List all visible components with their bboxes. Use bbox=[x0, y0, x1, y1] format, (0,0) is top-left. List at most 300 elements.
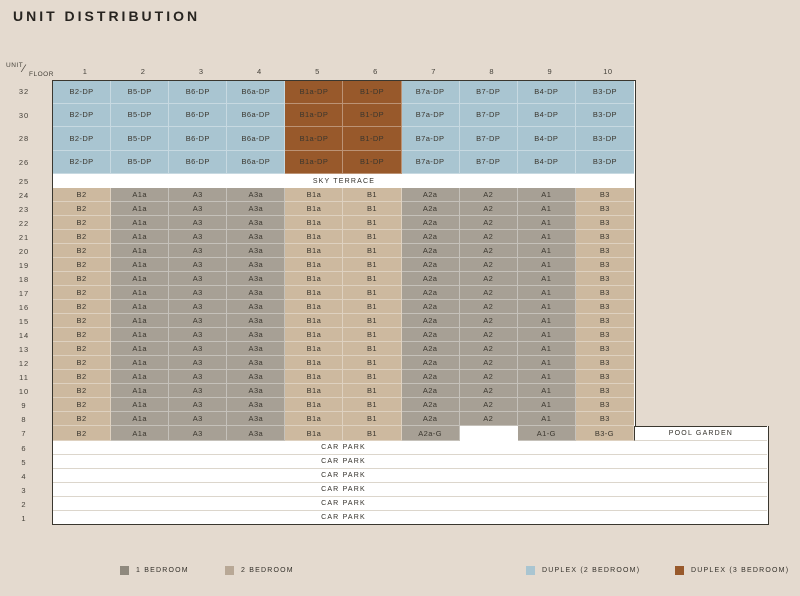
unit-cell: B1 bbox=[343, 426, 401, 441]
floor-row-9 bbox=[0, 398, 800, 412]
unit-cell: B4-DP bbox=[518, 81, 576, 104]
floor-label: 16 bbox=[18, 302, 30, 312]
unit-cell: B3 bbox=[576, 272, 634, 286]
unit-cell: A2a bbox=[402, 188, 460, 202]
unit-cell: A3a bbox=[227, 342, 285, 356]
unit-cell: A3 bbox=[169, 356, 227, 370]
unit-cell: B1a bbox=[285, 314, 343, 328]
legend-label: 1 BEDROOM bbox=[136, 567, 189, 574]
car-park-cell bbox=[53, 469, 767, 483]
column-header: 6 bbox=[373, 66, 378, 76]
unit-cell: A2a bbox=[402, 300, 460, 314]
unit-cell: B1 bbox=[343, 202, 401, 216]
unit-cell: B2-DP bbox=[53, 151, 111, 175]
floor-label: 23 bbox=[18, 204, 30, 214]
unit-cell: B6a-DP bbox=[227, 104, 285, 128]
unit-cell: A2 bbox=[460, 356, 518, 370]
floor-cells bbox=[52, 272, 636, 286]
floor-label: 4 bbox=[21, 471, 27, 481]
unit-cell: B2 bbox=[53, 188, 111, 202]
unit-cell: B3-DP bbox=[576, 151, 634, 175]
unit-cell: A2a bbox=[402, 412, 460, 426]
unit-cell: B7-DP bbox=[460, 81, 518, 104]
unit-cell: B3-DP bbox=[576, 127, 634, 151]
unit-cell: B2 bbox=[53, 244, 111, 258]
legend-swatch-icon bbox=[526, 566, 535, 575]
unit-cell: B1a bbox=[285, 188, 343, 202]
floor-cells bbox=[52, 469, 769, 483]
unit-cell: B3-DP bbox=[576, 81, 634, 104]
unit-cell: B1 bbox=[343, 300, 401, 314]
unit-cell: A1a bbox=[111, 314, 169, 328]
unit-cell: A1 bbox=[518, 384, 576, 398]
unit-cell: B1a bbox=[285, 370, 343, 384]
unit-cell: A1 bbox=[518, 188, 576, 202]
floor-label: 5 bbox=[21, 457, 27, 467]
floor-cells bbox=[52, 258, 636, 272]
sky-terrace-cell: SKY TERRACE bbox=[53, 174, 635, 188]
floor-cells bbox=[52, 230, 636, 244]
floor-label: 1 bbox=[21, 513, 27, 523]
unit-cell: A1a bbox=[111, 370, 169, 384]
unit-cell: A2 bbox=[460, 384, 518, 398]
floor-label: 2 bbox=[21, 499, 27, 509]
unit-cell: B1 bbox=[343, 370, 401, 384]
unit-cell: B5-DP bbox=[111, 151, 169, 175]
unit-cell: B7-DP bbox=[460, 104, 518, 128]
unit-cell: B6a-DP bbox=[227, 81, 285, 104]
unit-cell: A1 bbox=[518, 412, 576, 426]
unit-cell: B1 bbox=[343, 356, 401, 370]
floor-row-15 bbox=[0, 314, 800, 328]
unit-cell: A3 bbox=[169, 384, 227, 398]
floor-label: 7 bbox=[21, 429, 27, 438]
unit-cell: B2 bbox=[53, 216, 111, 230]
unit-cell: B6-DP bbox=[169, 104, 227, 128]
floor-row-23 bbox=[0, 202, 800, 216]
unit-cell: B6-DP bbox=[169, 127, 227, 151]
unit-cell: B6-DP bbox=[169, 81, 227, 104]
unit-cell: B7a-DP bbox=[402, 81, 460, 104]
floor-cells bbox=[52, 188, 636, 202]
unit-cell: A3a bbox=[227, 286, 285, 300]
unit-cell: B1 bbox=[343, 188, 401, 202]
floor-row-7 bbox=[0, 426, 800, 441]
unit-floor-axis-label bbox=[0, 62, 56, 80]
unit-cell: A2 bbox=[460, 230, 518, 244]
unit-cell: A1a bbox=[111, 230, 169, 244]
unit-cell: B1 bbox=[343, 342, 401, 356]
unit-cell: A3a bbox=[227, 188, 285, 202]
floor-label: 30 bbox=[18, 110, 30, 120]
floor-label: 32 bbox=[18, 87, 30, 97]
unit-cell: A2a bbox=[402, 286, 460, 300]
unit-cell: B1a-DP bbox=[285, 81, 343, 104]
unit-cell: A3a bbox=[227, 328, 285, 342]
floor-label: 13 bbox=[18, 344, 30, 354]
unit-cell: B2 bbox=[53, 272, 111, 286]
unit-cell: B1a-DP bbox=[285, 151, 343, 175]
unit-cell: A1 bbox=[518, 398, 576, 412]
unit-cell: A2a bbox=[402, 216, 460, 230]
floor-cells bbox=[52, 300, 636, 314]
unit-cell: A2 bbox=[460, 216, 518, 230]
unit-cell: A2a bbox=[402, 356, 460, 370]
unit-cell: B2 bbox=[53, 314, 111, 328]
legend-label: DUPLEX (3 BEDROOM) bbox=[691, 567, 790, 574]
legend-swatch-icon bbox=[120, 566, 129, 575]
unit-cell: A2 bbox=[460, 328, 518, 342]
unit-cell: A3 bbox=[169, 216, 227, 230]
car-park-label: CAR PARK bbox=[321, 500, 366, 507]
unit-cell: B6-DP bbox=[169, 151, 227, 175]
unit-cell: B1a bbox=[285, 202, 343, 216]
unit-cell: A3 bbox=[169, 272, 227, 286]
unit-cell: A1 bbox=[518, 244, 576, 258]
unit-cell: B3 bbox=[576, 202, 634, 216]
unit-cell: A1a bbox=[111, 384, 169, 398]
legend-item bbox=[675, 566, 789, 575]
unit-cell: A1 bbox=[518, 342, 576, 356]
column-header: 9 bbox=[547, 66, 553, 76]
unit-cell: A1 bbox=[518, 202, 576, 216]
floor-row-6 bbox=[0, 441, 800, 455]
car-park-cell bbox=[53, 511, 767, 524]
unit-cell: B1a bbox=[285, 398, 343, 412]
floor-row-3 bbox=[0, 483, 800, 497]
floor-label: 15 bbox=[18, 316, 30, 326]
unit-cell: A1a bbox=[111, 188, 169, 202]
unit-cell: A1 bbox=[518, 300, 576, 314]
unit-cell: B1 bbox=[343, 244, 401, 258]
floor-label: 24 bbox=[18, 190, 30, 200]
floor-row-11 bbox=[0, 370, 800, 384]
floor-row-19 bbox=[0, 258, 800, 272]
floor-row-28 bbox=[0, 127, 800, 151]
unit-cell: B2 bbox=[53, 286, 111, 300]
unit-cell: A1-G bbox=[518, 426, 576, 441]
floor-cells bbox=[52, 286, 636, 300]
unit-cell: A1 bbox=[518, 258, 576, 272]
unit-cell: B1-DP bbox=[343, 151, 401, 175]
car-park-cell bbox=[53, 441, 767, 455]
column-header: 8 bbox=[489, 66, 495, 76]
unit-cell: A3a bbox=[227, 202, 285, 216]
column-header: 2 bbox=[140, 66, 146, 76]
floor-row-20 bbox=[0, 244, 800, 258]
floor-row-4 bbox=[0, 469, 800, 483]
floor-cells bbox=[52, 497, 769, 511]
unit-cell: A2a bbox=[402, 272, 460, 286]
unit-cell: B5-DP bbox=[111, 127, 169, 151]
unit-cell: A3a bbox=[227, 244, 285, 258]
unit-cell: A2a bbox=[402, 202, 460, 216]
floor-row-21 bbox=[0, 230, 800, 244]
unit-cell: A1a bbox=[111, 342, 169, 356]
unit-cell: B2 bbox=[53, 258, 111, 272]
floor-label: 9 bbox=[21, 400, 27, 410]
unit-cell: B1a-DP bbox=[285, 127, 343, 151]
unit-cell: B1a-DP bbox=[285, 104, 343, 128]
floor-label: 19 bbox=[18, 260, 30, 270]
floor-cells bbox=[52, 104, 636, 128]
unit-cell: B7-DP bbox=[460, 151, 518, 175]
unit-cell: A2a bbox=[402, 384, 460, 398]
unit-cell: A2a bbox=[402, 328, 460, 342]
unit-cell: B1a bbox=[285, 258, 343, 272]
floor-row-1 bbox=[0, 511, 800, 525]
unit-cell: A2a bbox=[402, 258, 460, 272]
unit-cell: B1a bbox=[285, 342, 343, 356]
unit-cell: A3 bbox=[169, 202, 227, 216]
unit-cell: B1 bbox=[343, 328, 401, 342]
floor-label: 12 bbox=[18, 358, 30, 368]
floor-label: 17 bbox=[18, 288, 30, 298]
unit-cell: B1 bbox=[343, 398, 401, 412]
floor-cells bbox=[52, 511, 769, 525]
unit-cell: A1 bbox=[518, 286, 576, 300]
unit-cell: B3-G bbox=[576, 426, 634, 441]
unit-cell: A2 bbox=[460, 342, 518, 356]
floor-label: 18 bbox=[18, 274, 30, 284]
unit-cell: B4-DP bbox=[518, 104, 576, 128]
unit-cell: B1a bbox=[285, 412, 343, 426]
column-header: 7 bbox=[431, 66, 436, 76]
unit-cell: B3 bbox=[576, 188, 634, 202]
unit-cell: B1a bbox=[285, 426, 343, 441]
floor-label: 20 bbox=[18, 246, 30, 256]
unit-cell: B3 bbox=[576, 300, 634, 314]
floor-label: 6 bbox=[21, 443, 27, 453]
unit-cell: B2-DP bbox=[53, 81, 111, 104]
unit-cell: A3 bbox=[169, 258, 227, 272]
car-park-label: CAR PARK bbox=[321, 458, 366, 465]
unit-cell: B2-DP bbox=[53, 104, 111, 128]
floor-row-22 bbox=[0, 216, 800, 230]
unit-cell: A2a bbox=[402, 398, 460, 412]
unit-cell: A1a bbox=[111, 272, 169, 286]
floor-rows bbox=[0, 80, 800, 525]
unit-cell: B3 bbox=[576, 398, 634, 412]
floor-label: 14 bbox=[18, 330, 30, 340]
unit-cell: A3 bbox=[169, 398, 227, 412]
legend bbox=[0, 566, 800, 582]
floor-row-12 bbox=[0, 356, 800, 370]
unit-cell: B1-DP bbox=[343, 127, 401, 151]
floor-cells bbox=[52, 426, 769, 441]
unit-cell: A1a bbox=[111, 244, 169, 258]
legend-swatch-icon bbox=[225, 566, 234, 575]
unit-cell: B3 bbox=[576, 328, 634, 342]
unit-cell: B1 bbox=[343, 258, 401, 272]
unit-cell: B2 bbox=[53, 300, 111, 314]
floor-row-2 bbox=[0, 497, 800, 511]
column-header: 4 bbox=[256, 66, 262, 76]
unit-cell: A3a bbox=[227, 272, 285, 286]
floor-row-24 bbox=[0, 188, 800, 202]
unit-cell: A3 bbox=[169, 412, 227, 426]
unit-cell: B1 bbox=[343, 384, 401, 398]
column-headers bbox=[56, 67, 800, 76]
unit-cell: A3 bbox=[169, 244, 227, 258]
unit-cell: B7a-DP bbox=[402, 127, 460, 151]
legend-swatch-icon bbox=[675, 566, 684, 575]
unit-cell: A3 bbox=[169, 328, 227, 342]
unit-cell: A3 bbox=[169, 286, 227, 300]
unit-cell: B4-DP bbox=[518, 151, 576, 175]
car-park-label: CAR PARK bbox=[321, 444, 366, 451]
floor-label: 28 bbox=[18, 134, 30, 144]
floor-label: 8 bbox=[21, 414, 27, 424]
unit-cell: B3 bbox=[576, 230, 634, 244]
car-park-cell bbox=[53, 483, 767, 497]
floor-row-18 bbox=[0, 272, 800, 286]
legend-label: 2 BEDROOM bbox=[241, 567, 294, 574]
unit-cell: A2 bbox=[460, 398, 518, 412]
unit-cell: B3 bbox=[576, 216, 634, 230]
unit-cell: A2a bbox=[402, 230, 460, 244]
floor-label: 11 bbox=[19, 372, 29, 382]
unit-cell: B7a-DP bbox=[402, 104, 460, 128]
unit-cell: B1-DP bbox=[343, 104, 401, 128]
unit-cell: B1a bbox=[285, 328, 343, 342]
floor-cells bbox=[52, 455, 769, 469]
unit-cell: B1a bbox=[285, 286, 343, 300]
column-header: 10 bbox=[603, 66, 613, 76]
floor-cells bbox=[52, 483, 769, 497]
unit-cell: A2a bbox=[402, 370, 460, 384]
unit-cell: A1 bbox=[518, 370, 576, 384]
unit-cell: B1-DP bbox=[343, 81, 401, 104]
unit-cell: B3 bbox=[576, 370, 634, 384]
floor-row-25 bbox=[0, 174, 800, 188]
pool-garden-cell: POOL GARDEN bbox=[634, 426, 767, 441]
floor-cells bbox=[52, 328, 636, 342]
floor-row-10 bbox=[0, 384, 800, 398]
unit-cell: B4-DP bbox=[518, 127, 576, 151]
unit-cell: B6a-DP bbox=[227, 127, 285, 151]
floor-label: 25 bbox=[18, 176, 30, 186]
unit-cell: B3 bbox=[576, 258, 634, 272]
floor-cells bbox=[52, 174, 636, 188]
unit-cell: B7-DP bbox=[460, 127, 518, 151]
car-park-label: CAR PARK bbox=[321, 472, 366, 479]
floor-row-26 bbox=[0, 151, 800, 175]
legend-label: DUPLEX (2 BEDROOM) bbox=[542, 567, 641, 574]
floor-cells bbox=[52, 216, 636, 230]
unit-cell: A2 bbox=[460, 272, 518, 286]
unit-cell: A2 bbox=[460, 314, 518, 328]
unit-cell: A3 bbox=[169, 370, 227, 384]
unit-cell: A3a bbox=[227, 356, 285, 370]
unit-cell: A1a bbox=[111, 286, 169, 300]
floor-row-13 bbox=[0, 342, 800, 356]
unit-cell: A3 bbox=[169, 426, 227, 441]
unit-cell: B3 bbox=[576, 356, 634, 370]
unit-cell: B3 bbox=[576, 342, 634, 356]
unit-cell: B2-DP bbox=[53, 127, 111, 151]
floor-cells bbox=[52, 151, 636, 175]
unit-cell: B2 bbox=[53, 342, 111, 356]
unit-cell: B1 bbox=[343, 216, 401, 230]
floor-cells bbox=[52, 80, 636, 104]
floor-cells bbox=[52, 342, 636, 356]
unit-cell: A2a bbox=[402, 244, 460, 258]
unit-cell: B1 bbox=[343, 412, 401, 426]
unit-cell: B1 bbox=[343, 272, 401, 286]
unit-cell: B1a bbox=[285, 244, 343, 258]
floor-label: 3 bbox=[21, 485, 27, 495]
axis-unit-label: UNIT bbox=[6, 62, 24, 69]
floor-row-16 bbox=[0, 300, 800, 314]
axis-slash: ⁄ bbox=[23, 63, 25, 75]
legend-item bbox=[526, 566, 640, 575]
unit-cell: B1a bbox=[285, 272, 343, 286]
floor-label: 21 bbox=[18, 232, 30, 242]
unit-distribution-table bbox=[0, 62, 800, 525]
unit-cell: A3 bbox=[169, 314, 227, 328]
unit-cell: A1a bbox=[111, 356, 169, 370]
unit-cell: B3-DP bbox=[576, 104, 634, 128]
unit-cell: B3 bbox=[576, 244, 634, 258]
floor-cells bbox=[52, 441, 769, 455]
unit-cell: B1 bbox=[343, 314, 401, 328]
unit-cell: B2 bbox=[53, 370, 111, 384]
unit-cell: B5-DP bbox=[111, 104, 169, 128]
unit-cell: B2 bbox=[53, 384, 111, 398]
floor-label: 26 bbox=[18, 157, 30, 167]
unit-cell: A1 bbox=[518, 230, 576, 244]
unit-cell: A1a bbox=[111, 258, 169, 272]
floor-row-8 bbox=[0, 412, 800, 426]
unit-cell: B3 bbox=[576, 314, 634, 328]
axis-floor-label: FLOOR bbox=[29, 71, 54, 78]
floor-row-5 bbox=[0, 455, 800, 469]
unit-cell bbox=[460, 426, 518, 441]
unit-cell: B3 bbox=[576, 384, 634, 398]
floor-cells bbox=[52, 356, 636, 370]
unit-cell: A3a bbox=[227, 216, 285, 230]
unit-cell: A1a bbox=[111, 328, 169, 342]
unit-cell: A2 bbox=[460, 412, 518, 426]
unit-cell: A1 bbox=[518, 272, 576, 286]
floor-cells bbox=[52, 202, 636, 216]
unit-cell: B5-DP bbox=[111, 81, 169, 104]
unit-cell: B2 bbox=[53, 412, 111, 426]
unit-cell: A3a bbox=[227, 370, 285, 384]
floor-label: 22 bbox=[18, 218, 30, 228]
unit-cell: A2a bbox=[402, 342, 460, 356]
unit-cell: B7a-DP bbox=[402, 151, 460, 175]
unit-cell: A3 bbox=[169, 188, 227, 202]
floor-row-32 bbox=[0, 80, 800, 104]
unit-cell: A3a bbox=[227, 426, 285, 441]
unit-cell: A2 bbox=[460, 258, 518, 272]
unit-cell: A1 bbox=[518, 328, 576, 342]
unit-cell: B1a bbox=[285, 216, 343, 230]
floor-cells bbox=[52, 244, 636, 258]
page-title: UNIT DISTRIBUTION bbox=[13, 8, 201, 24]
unit-cell: B1a bbox=[285, 356, 343, 370]
car-park-label: CAR PARK bbox=[321, 514, 366, 521]
unit-cell: A1a bbox=[111, 426, 169, 441]
unit-cell: B2 bbox=[53, 230, 111, 244]
unit-cell: A2 bbox=[460, 244, 518, 258]
unit-cell: A1a bbox=[111, 412, 169, 426]
unit-cell: A3a bbox=[227, 398, 285, 412]
unit-cell: B1a bbox=[285, 230, 343, 244]
unit-cell: A1a bbox=[111, 398, 169, 412]
